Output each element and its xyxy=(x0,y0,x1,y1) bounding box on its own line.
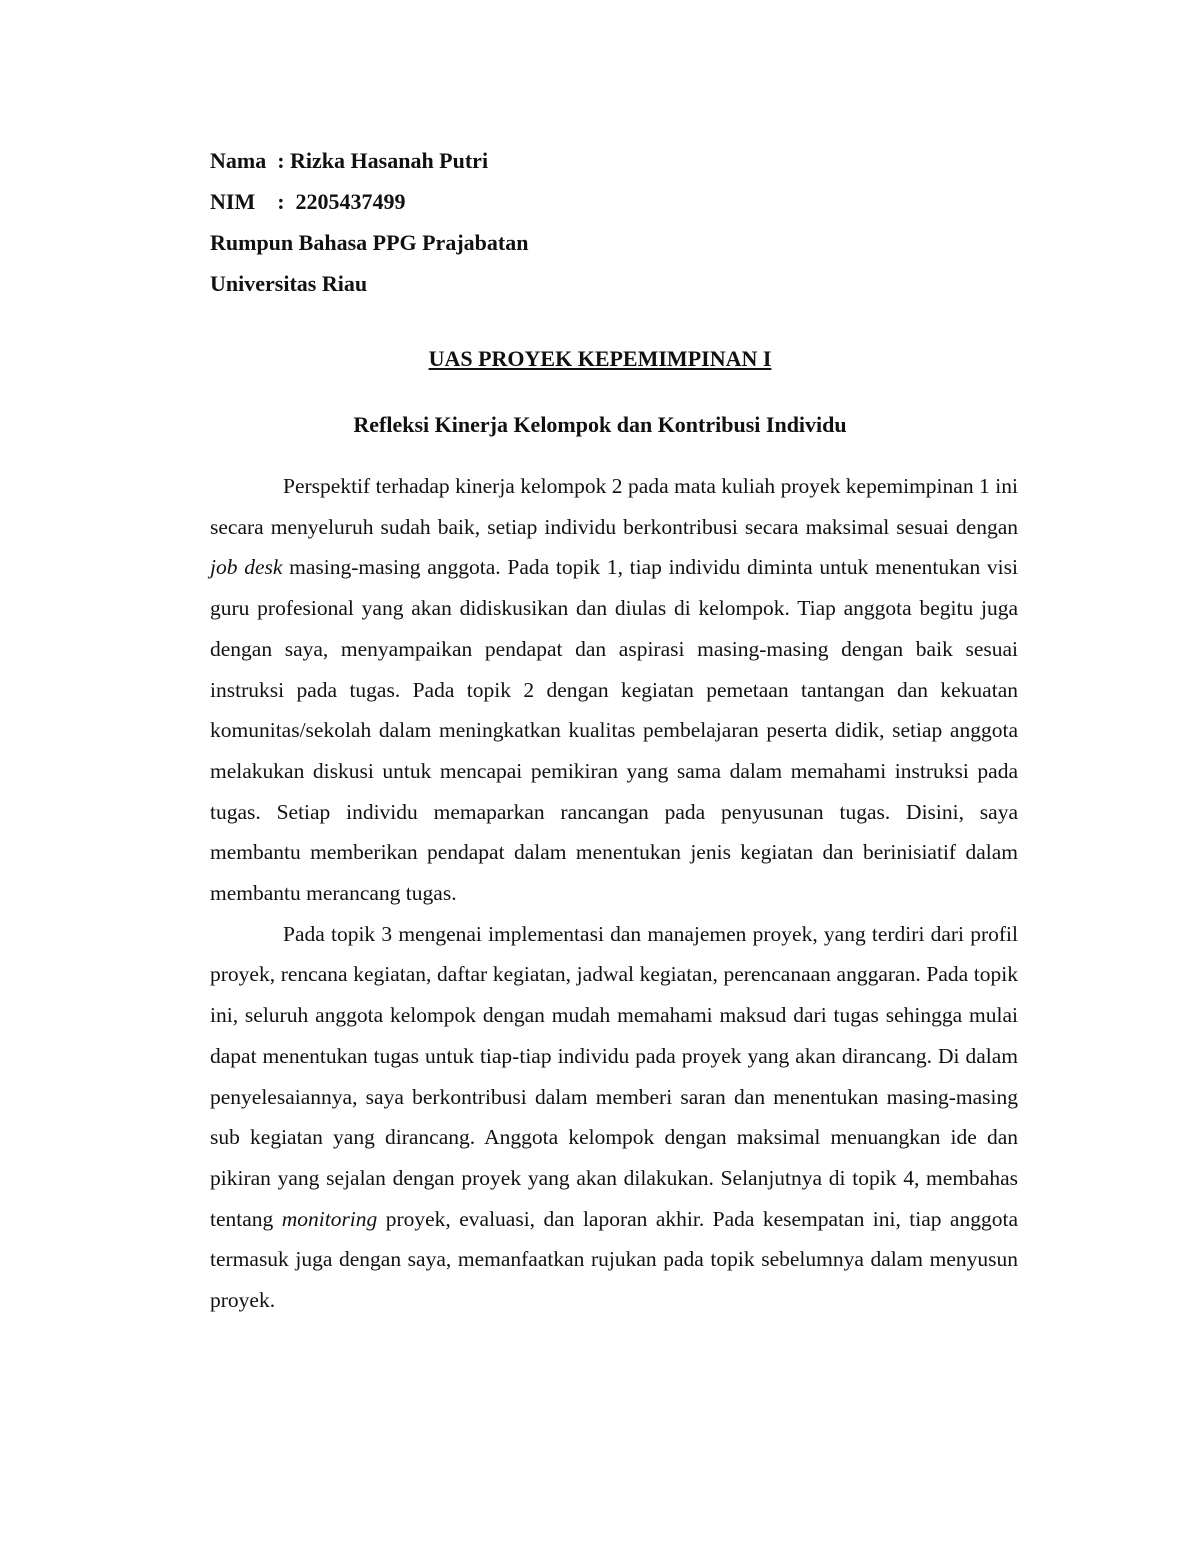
study-program: Rumpun Bahasa PPG Prajabatan xyxy=(210,230,529,255)
paragraph-1-text-b: masing-masing anggota. Pada topik 1, tiap individu diminta untuk menentukan visi guru profesional yang akan didiskusikan dan diulas di kelompok. Tiap anggota begitu juga dengan saya, menyampaikan pendapat dan aspirasi masing-masing dengan baik sesuai instruksi pada tugas. Pada topik 2 dengan kegiatan pemetaan tantangan dan kekuatan komunitas/sekolah dalam meningkatkan kualitas pembelajaran peserta didik, setiap anggota melakukan diskusi untuk mencapai pemikiran yang sama dalam memahami instruksi pada tugas. Setiap individu memaparkan rancangan pada penyusunan tugas. Disini, saya membantu memberikan pendapat dalam menentukan jenis kegiatan dan berinisiatif dalam membantu merancang tugas. xyxy=(210,555,1018,906)
paragraph-2-text-b: proyek, evaluasi, dan laporan akhir. Pada kesempatan ini, tiap anggota termasuk juga dengan saya, memanfaatkan rujukan pada topik sebelumnya dalam menyusun proyek. xyxy=(210,1206,1018,1313)
student-info xyxy=(210,140,910,304)
paragraph-1-italic-term: job desk xyxy=(210,555,283,580)
paragraph-2-italic-term: monitoring xyxy=(281,1206,378,1231)
student-nim-line: NIM : 2205437499 xyxy=(210,189,406,214)
paragraph-1 xyxy=(210,466,1018,914)
paragraph-2 xyxy=(210,914,1018,1321)
paragraph-2-text-a: Pada topik 3 mengenai implementasi dan manajemen proyek, yang terdiri dari profil proyek, rencana kegiatan, daftar kegiatan, jadwal kegiatan, perencanaan anggaran. Pada topik ini, seluruh anggota kelompok dengan mudah memahami maksud dari tugas sehingga mulai dapat menentukan tugas untuk tiap-tiap individu pada proyek yang akan dirancang. Di dalam penyelesaiannya, saya berkontribusi dalam memberi saran dan menentukan masing-masing sub kegiatan yang dirancang. Anggota kelompok dengan maksimal menuangkan ide dan pikiran yang sejalan dengan proyek yang akan dilakukan. Selanjutnya di topik 4, membahas tentang xyxy=(210,921,1018,1231)
document-title-wrap xyxy=(0,338,1200,379)
paragraph-1-text-a: Perspektif terhadap kinerja kelompok 2 pada mata kuliah proyek kepemimpinan 1 ini secara menyeluruh sudah baik, setiap individu berkontribusi secara maksimal sesuai dengan xyxy=(210,474,1018,539)
student-name-line: Nama : Rizka Hasanah Putri xyxy=(210,148,489,173)
document-body xyxy=(210,466,1018,1321)
document-title: UAS PROYEK KEPEMIMPINAN I xyxy=(428,346,772,371)
document-subtitle: Refleksi Kinerja Kelompok dan Kontribusi Individu xyxy=(353,412,847,437)
university-name: Universitas Riau xyxy=(210,271,368,296)
